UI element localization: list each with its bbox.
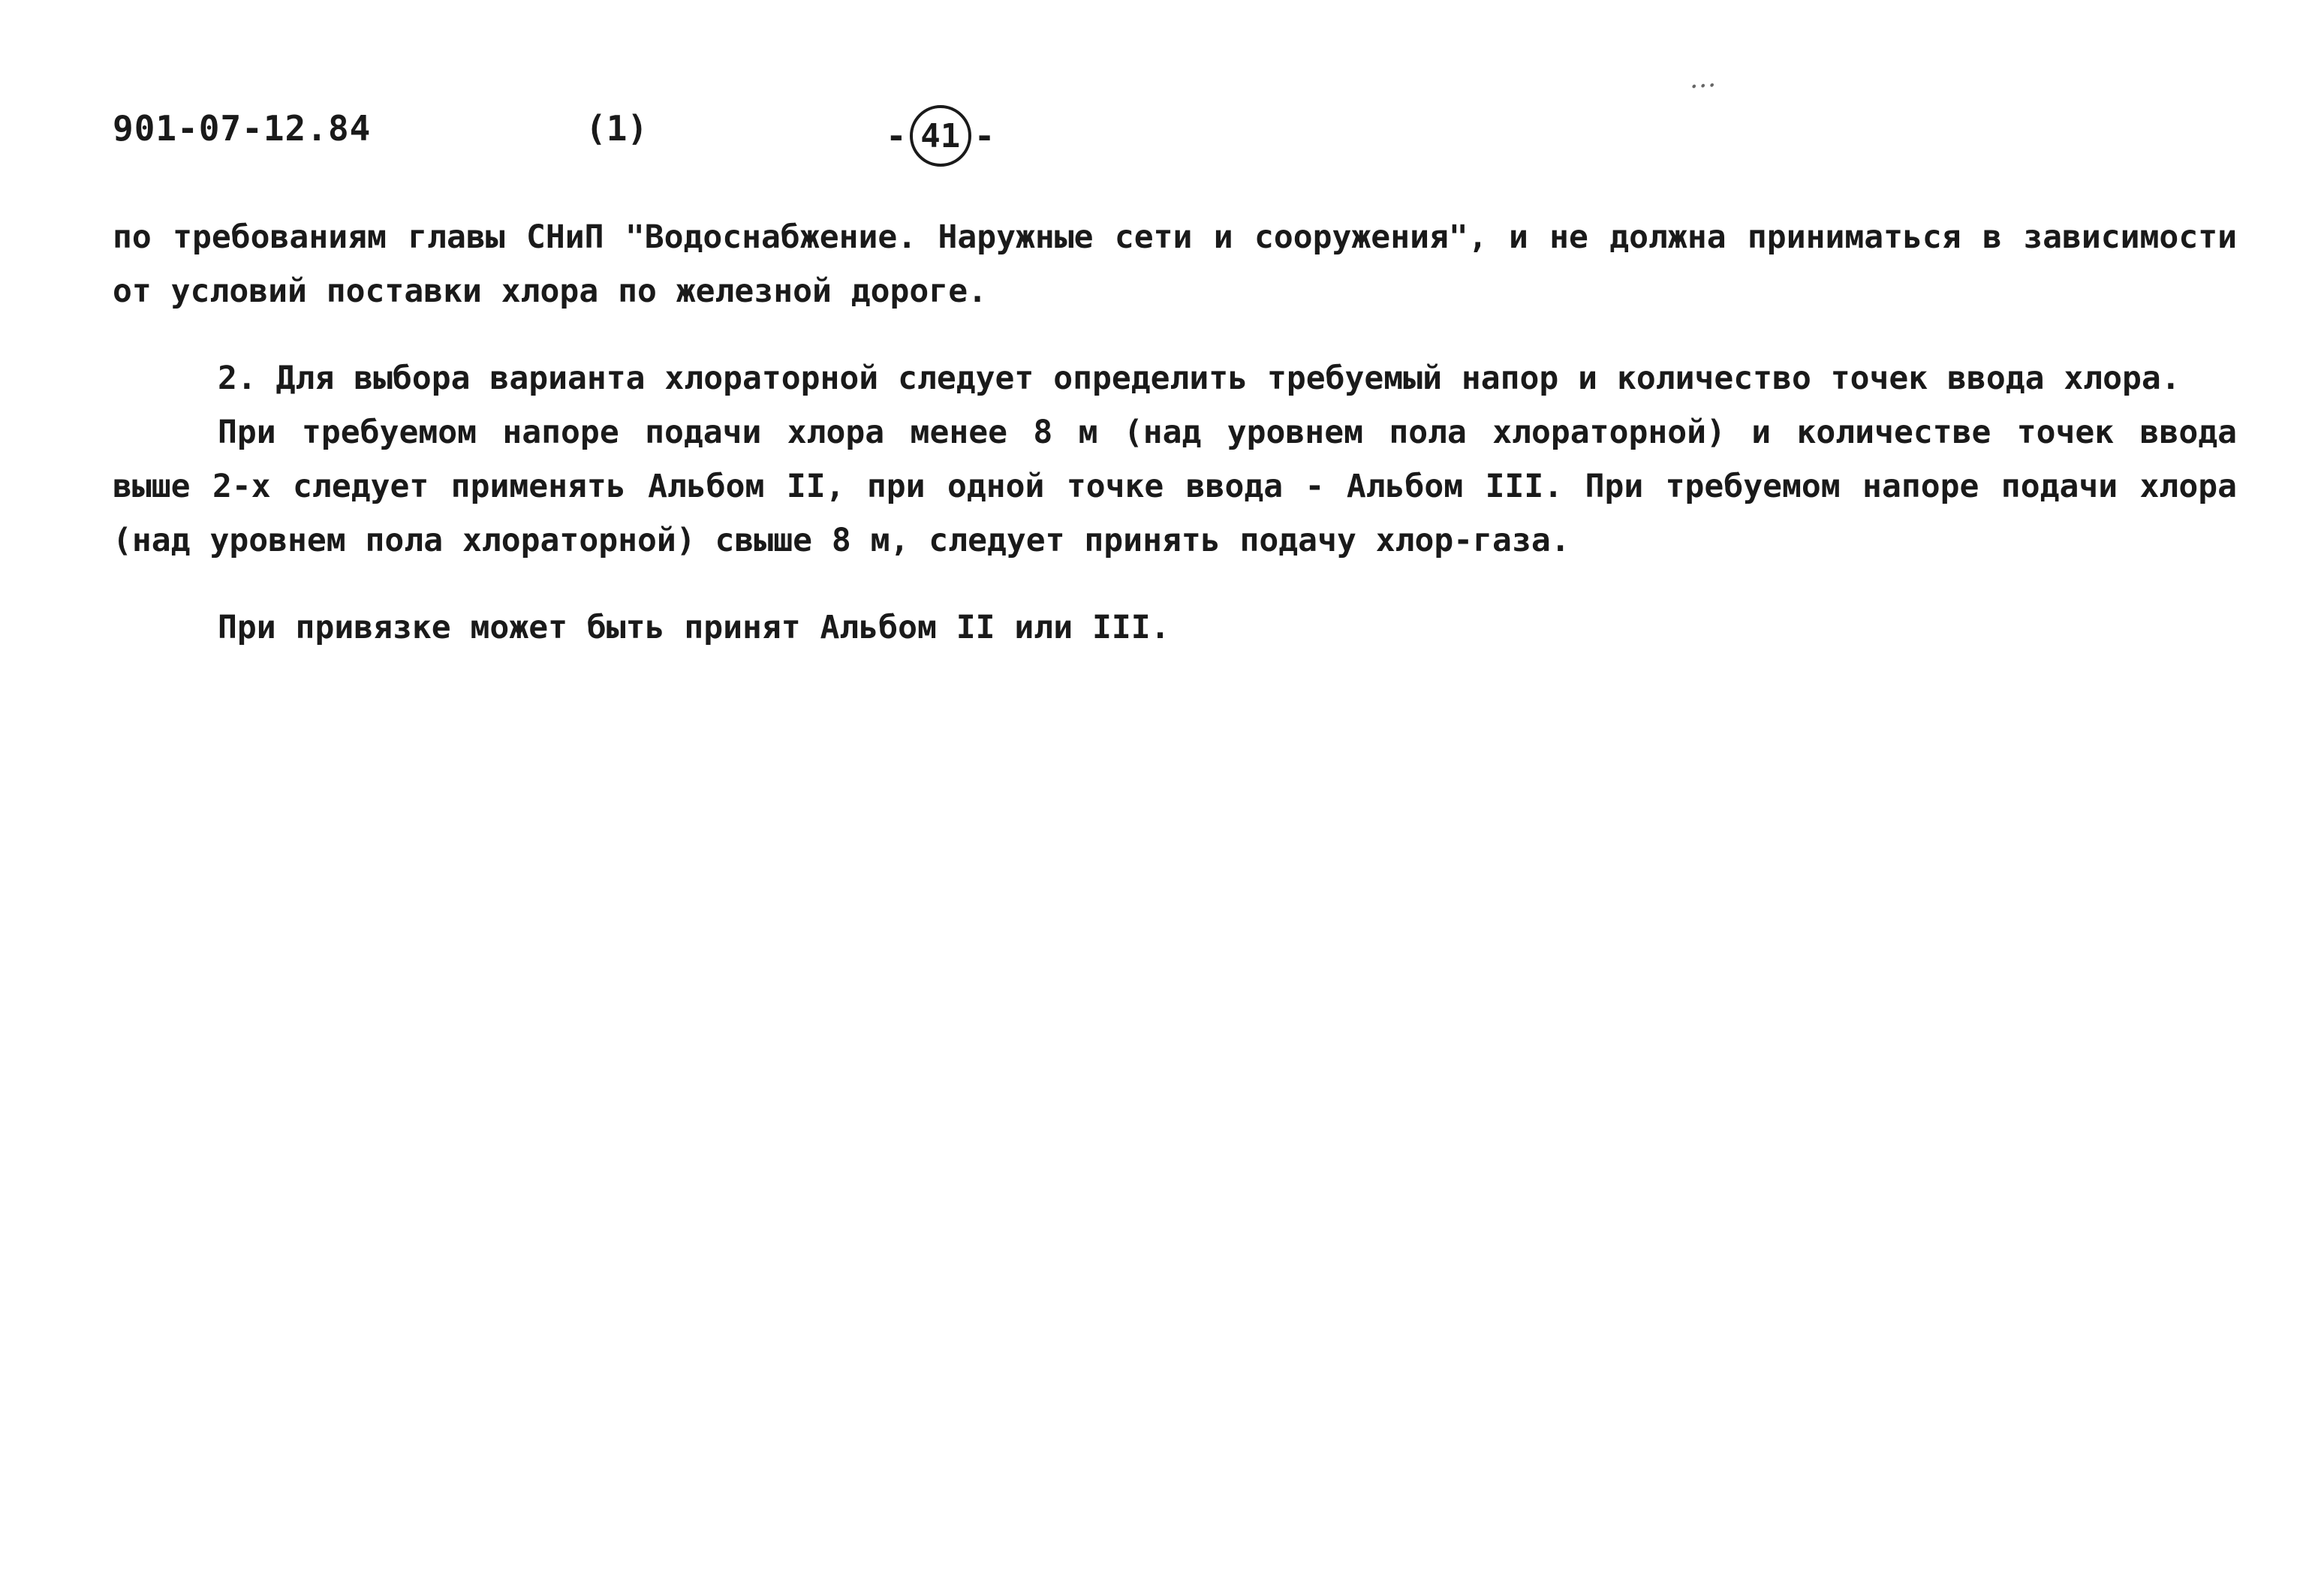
paragraph: по требованиям главы СНиП "Водоснабжение. Наружные сети и сооружения", и не должна приниматься в зависимости от условий поставки хлора по железной дороге. [113, 218, 2237, 310]
document-body [113, 210, 2237, 688]
dash-right: - [974, 116, 995, 156]
part-number: (1) [586, 108, 649, 149]
paragraph: При требуемом напоре подачи хлора менее 8 м (над уровнем пола хлораторной) и количестве точек ввода выше 2-х следует применять Альбом II, при одной точке ввода - Альбом III. При требуемом напоре подачи хлора (над уровнем пола хлораторной) свыше 8 м, следует принять подачу хлор-газа. [113, 414, 2237, 559]
document-code: 901-07-12.84 [113, 108, 372, 149]
page-header [113, 105, 2214, 165]
handwritten-stamp: … [1687, 62, 1717, 95]
page-number: 41 [910, 105, 971, 167]
paragraph: При привязке может быть принят Альбом II или III. [218, 609, 1170, 646]
page-number-block [886, 105, 995, 167]
dash-left: - [886, 116, 907, 156]
paragraph: 2. Для выбора варианта хлораторной следует определить требуемый напор и количество точек ввода хлора. [218, 360, 2181, 397]
